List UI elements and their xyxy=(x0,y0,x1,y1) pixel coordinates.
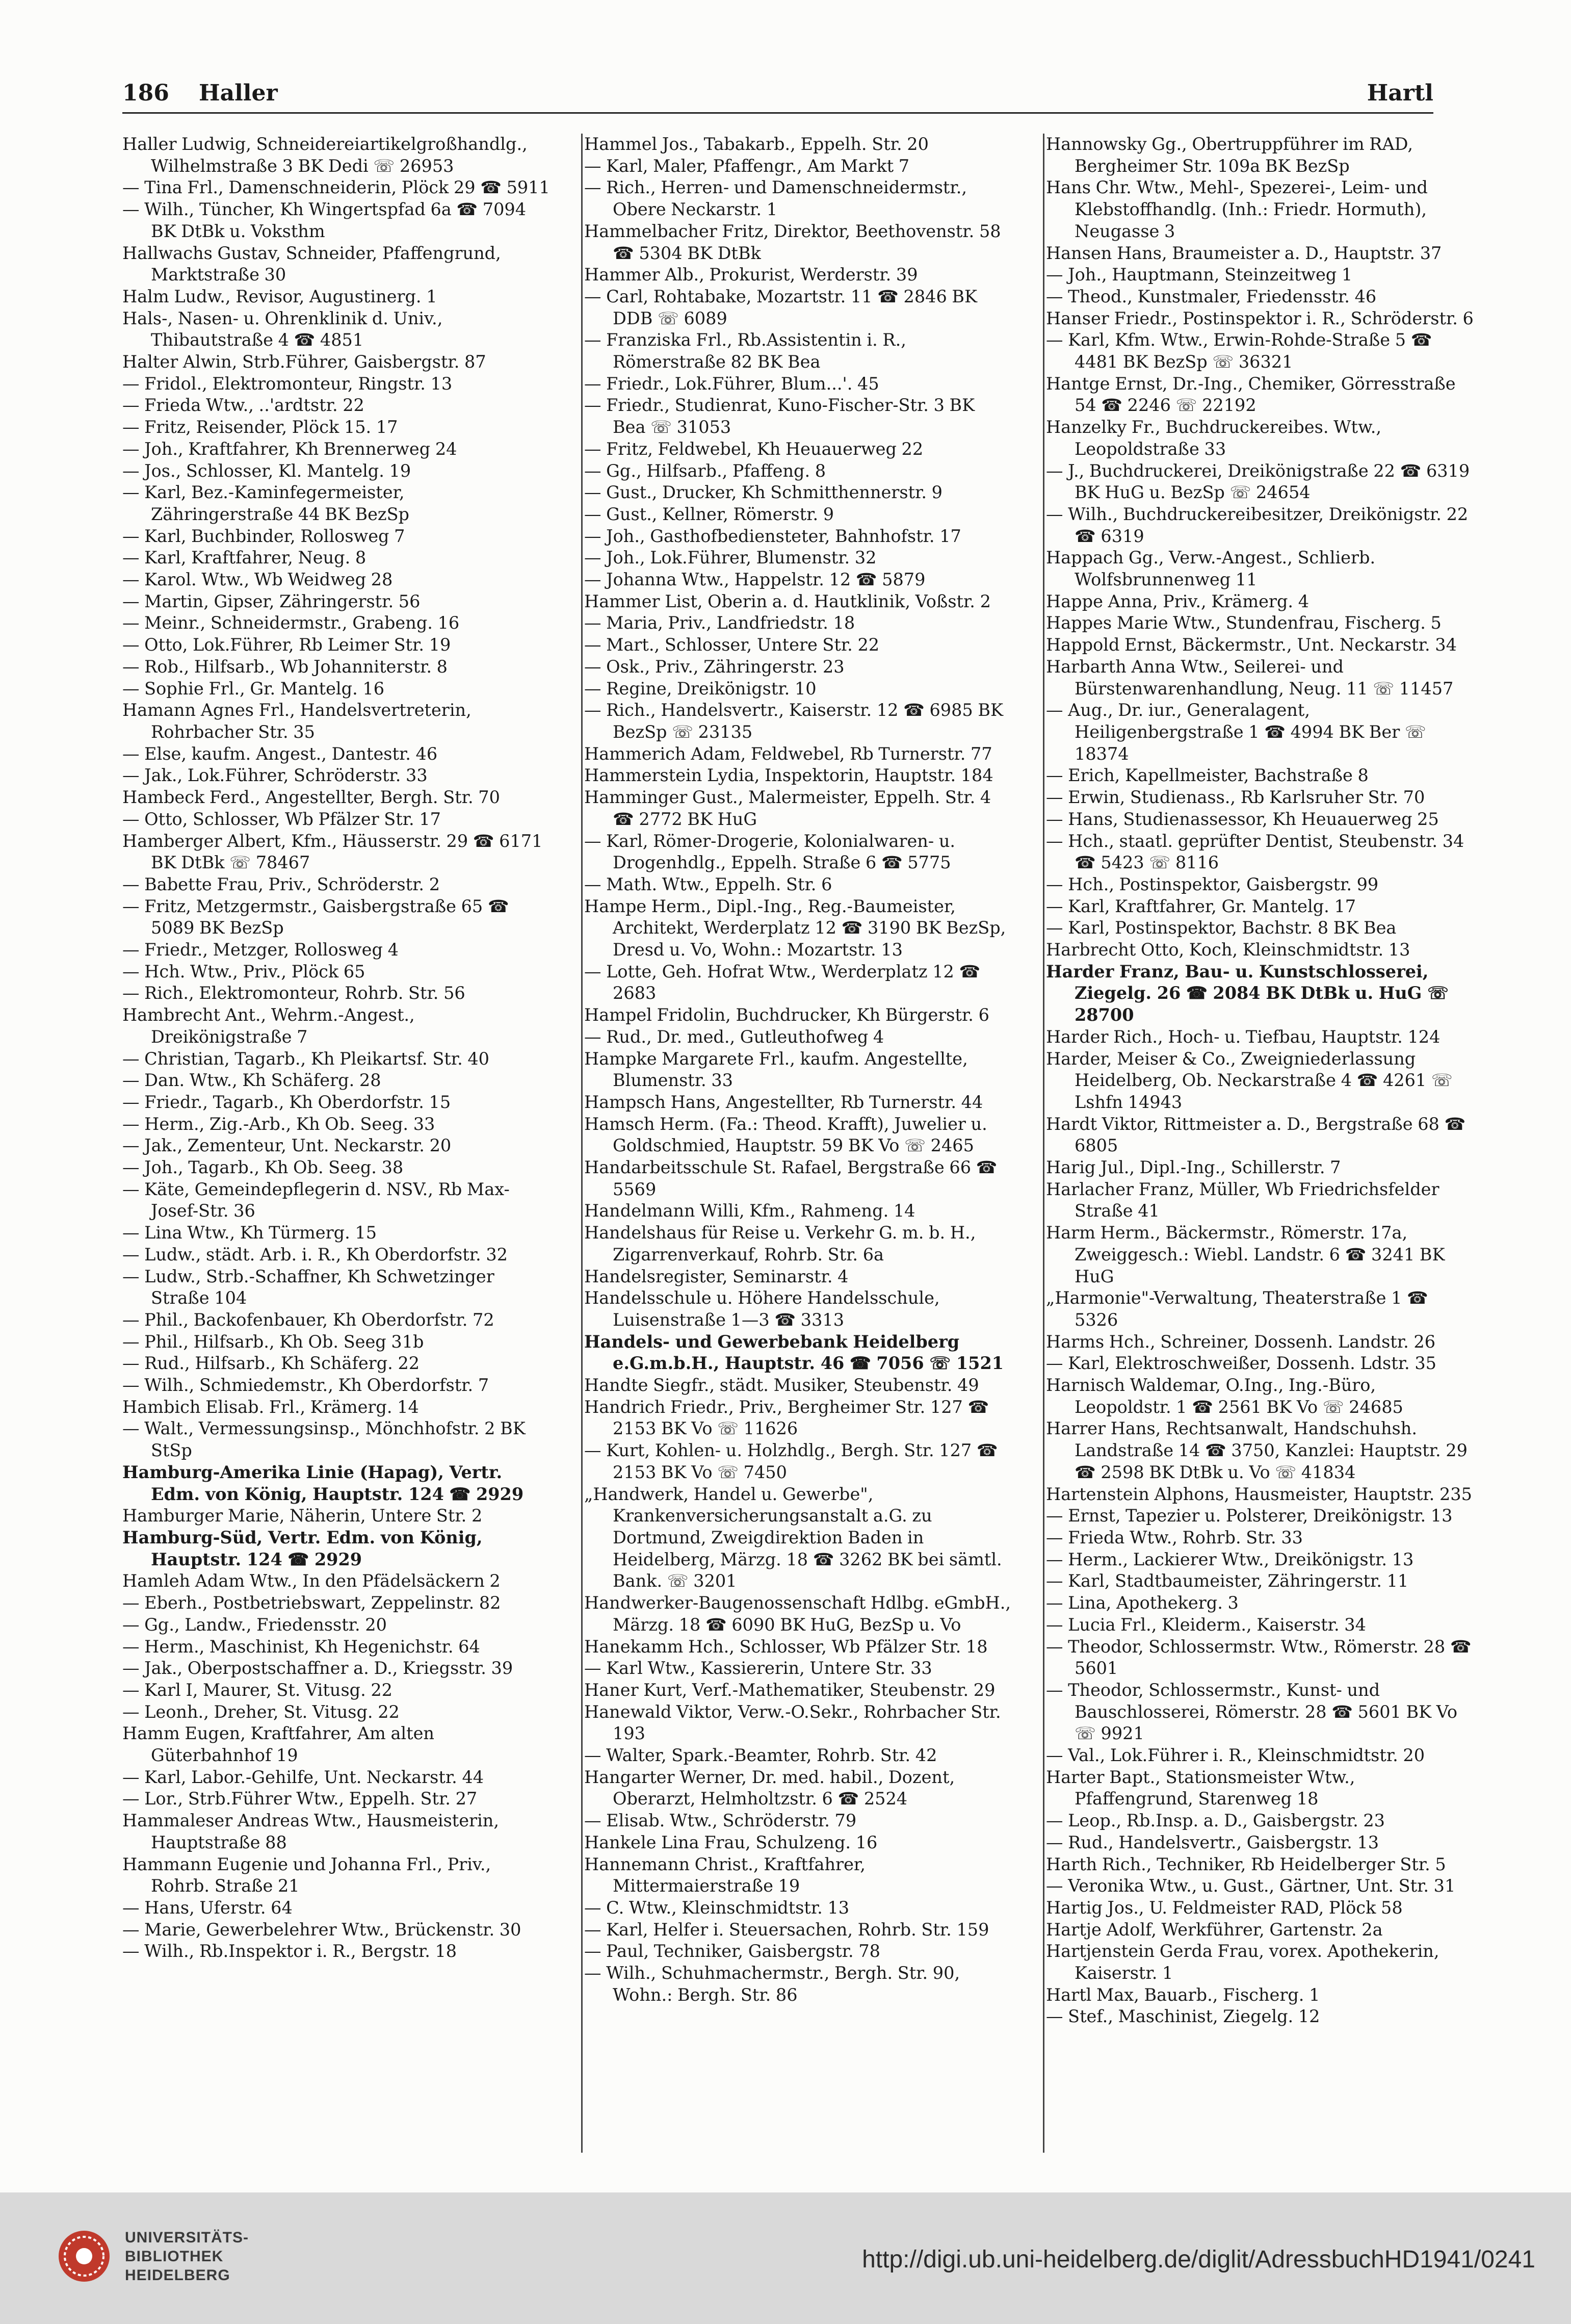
directory-entry: Hamberger Albert, Kfm., Häusserstr. 29 ☎ 6171 BK DtBk ☏ 78467 xyxy=(122,831,543,873)
directory-entry: Hanekamm Hch., Schlosser, Wb Pfälzer Str. 18 xyxy=(584,1636,988,1657)
directory-entry: — Karl, Bez.-Kaminfegermeister, Zähringerstraße 44 BK BezSp xyxy=(122,482,409,524)
directory-entry: Harms Hch., Schreiner, Dossenh. Landstr. 26 xyxy=(1046,1331,1436,1352)
directory-entry: — Rud., Hilfsarb., Kh Schäferg. 22 xyxy=(122,1353,420,1374)
directory-entry: Happes Marie Wtw., Stundenfrau, Fischerg. 5 xyxy=(1046,613,1442,633)
directory-entry: Harbarth Anna Wtw., Seilerei- und Bürstenwarenhandlung, Neug. 11 ☏ 11457 xyxy=(1046,656,1454,699)
directory-entry: — Walter, Spark.-Beamter, Rohrb. Str. 42 xyxy=(584,1745,937,1766)
directory-entry: Handarbeitsschule St. Rafael, Bergstraße 66 ☎ 5569 xyxy=(584,1157,998,1199)
directory-entry: — Gust., Drucker, Kh Schmitthennerstr. 9 xyxy=(584,482,942,503)
directory-entry: — Johanna Wtw., Happelstr. 12 ☎ 5879 xyxy=(584,570,926,590)
directory-entry: „Handwerk, Handel u. Gewerbe", Krankenversicherungsanstalt a.G. zu Dortmund, Zweigdirektion Baden in Heidelberg, Märzg. 18 ☎ 3262 BK bei sämtl. Bank. ☏ 3201 xyxy=(584,1484,1002,1591)
directory-entry: — Joh., Kraftfahrer, Kh Brennerweg 24 xyxy=(122,438,457,459)
directory-entry: Hartig Jos., U. Feldmeister RAD, Plöck 58 xyxy=(1046,1897,1403,1918)
directory-entry: — Herm., Maschinist, Kh Hegenichstr. 64 xyxy=(122,1636,480,1657)
directory-entry: Hampke Margarete Frl., kaufm. Angestellte, Blumenstr. 33 xyxy=(584,1048,968,1091)
directory-entry: — Herm., Zig.-Arb., Kh Ob. Seeg. 33 xyxy=(122,1114,435,1134)
directory-entry: Handte Siegfr., städt. Musiker, Steubenstr. 49 xyxy=(584,1375,979,1396)
directory-entry: — Franziska Frl., Rb.Assistentin i. R., Römerstraße 82 BK Bea xyxy=(584,330,906,372)
directory-entry: — Else, kaufm. Angest., Dantestr. 46 xyxy=(122,743,438,764)
directory-entry: Hartje Adolf, Werkführer, Gartenstr. 2a xyxy=(1046,1919,1383,1940)
directory-entry: Hammerich Adam, Feldwebel, Rb Turnerstr. 77 xyxy=(584,743,992,764)
directory-entry: — Osk., Priv., Zähringerstr. 23 xyxy=(584,656,845,677)
directory-entry: Hammel Jos., Tabakarb., Eppelh. Str. 20 xyxy=(584,134,929,154)
directory-entry: Hartjenstein Gerda Frau, vorex. Apothekerin, Kaiserstr. 1 xyxy=(1046,1941,1439,1983)
directory-entry: Harlacher Franz, Müller, Wb Friedrichsfelder Straße 41 xyxy=(1046,1179,1439,1221)
directory-entry: Hanser Friedr., Postinspektor i. R., Schröderstr. 6 xyxy=(1046,308,1474,328)
directory-entry: — Karl, Helfer i. Steuersachen, Rohrb. Str. 159 xyxy=(584,1919,989,1940)
directory-entry: Hantge Ernst, Dr.-Ing., Chemiker, Görresstraße 54 ☎ 2246 ☏ 22192 xyxy=(1046,373,1456,416)
directory-entry: — Joh., Lok.Führer, Blumenstr. 32 xyxy=(584,548,877,568)
directory-entry: Handels- und Gewerbebank Heidelberg e.G.m.b.H., Hauptstr. 46 ☎ 7056 ☏ 1521 xyxy=(584,1331,1004,1374)
directory-entry: Hamleh Adam Wtw., In den Pfädelsäckern 2 xyxy=(122,1571,501,1591)
directory-entry: — Wilh., Tüncher, Kh Wingertspfad 6a ☎ 7094 BK DtBk u. Voksthm xyxy=(122,199,527,241)
directory-entry: Harder, Meiser & Co., Zweigniederlassung Heidelberg, Ob. Neckarstraße 4 ☎ 4261 ☏ Lshfn 14943 xyxy=(1046,1048,1453,1112)
directory-entry: — Karl, Elektroschweißer, Dossenh. Ldstr. 35 xyxy=(1046,1353,1436,1374)
directory-entry: Hamm Eugen, Kraftfahrer, Am alten Güterbahnhof 19 xyxy=(122,1723,434,1766)
directory-entry: Halter Alwin, Strb.Führer, Gaisbergstr. 87 xyxy=(122,352,486,372)
directory-entry: — Dan. Wtw., Kh Schäferg. 28 xyxy=(122,1070,381,1091)
running-head-right: Hartl xyxy=(1367,80,1433,106)
directory-entry: — Jak., Zementeur, Unt. Neckarstr. 20 xyxy=(122,1135,452,1156)
directory-entry: Hambrecht Ant., Wehrm.-Angest., Dreikönigstraße 7 xyxy=(122,1005,415,1047)
directory-entry: — Fritz, Reisender, Plöck 15. 17 xyxy=(122,417,398,437)
directory-entry: — Jak., Lok.Führer, Schröderstr. 33 xyxy=(122,765,428,786)
directory-entry: — Rud., Handelsvertr., Gaisbergstr. 13 xyxy=(1046,1832,1379,1852)
column-2 xyxy=(584,134,1012,2153)
directory-entry: Hampel Fridolin, Buchdrucker, Kh Bürgerstr. 6 xyxy=(584,1005,989,1025)
directory-entry: — Joh., Gasthofbediensteter, Bahnhofstr. 17 xyxy=(584,526,961,546)
institution-line: BIBLIOTHEK xyxy=(125,2248,224,2265)
directory-entry: — Hch., Postinspektor, Gaisbergstr. 99 xyxy=(1046,874,1379,894)
directory-entry: — Meinr., Schneidermstr., Grabeng. 16 xyxy=(122,613,460,633)
directory-entry: — Joh., Hauptmann, Steinzeitweg 1 xyxy=(1046,265,1353,285)
directory-entry: Hanzelky Fr., Buchdruckereibes. Wtw., Leopoldstraße 33 xyxy=(1046,417,1382,459)
viewer-footer xyxy=(0,2192,1571,2324)
directory-entry: — Karol. Wtw., Wb Weidweg 28 xyxy=(122,570,393,590)
directory-entry: — Herm., Lackierer Wtw., Dreikönigstr. 13 xyxy=(1046,1549,1414,1569)
directory-entry: — Carl, Rohtabake, Mozartstr. 11 ☎ 2846 BK DDB ☏ 6089 xyxy=(584,286,978,328)
directory-entry: Happold Ernst, Bäckermstr., Unt. Neckarstr. 34 xyxy=(1046,635,1457,655)
directory-entry: — Friedr., Lok.Führer, Blum...'. 45 xyxy=(584,373,879,394)
column-3 xyxy=(1046,134,1474,2153)
directory-entry: — Rud., Dr. med., Gutleuthofweg 4 xyxy=(584,1026,884,1047)
directory-entry: Haner Kurt, Verf.-Mathematiker, Steubenstr. 29 xyxy=(584,1680,996,1700)
directory-entry: — Marie, Gewerbelehrer Wtw., Brückenstr. 30 xyxy=(122,1919,521,1940)
directory-entry: — C. Wtw., Kleinschmidtstr. 13 xyxy=(584,1897,850,1918)
directory-entry: — Erwin, Studienass., Rb Karlsruher Str. 70 xyxy=(1046,787,1425,808)
institution-line: UNIVERSITÄTS- xyxy=(125,2229,249,2246)
directory-entry: Hammann Eugenie und Johanna Frl., Priv., Rohrb. Straße 21 xyxy=(122,1854,491,1896)
directory-entry: — Frieda Wtw., ..'ardtstr. 22 xyxy=(122,395,364,416)
directory-entry: — Leop., Rb.Insp. a. D., Gaisbergstr. 23 xyxy=(1046,1811,1385,1831)
directory-entry: — Aug., Dr. iur., Generalagent, Heiligenbergstraße 1 ☎ 4994 BK Ber ☏ 18374 xyxy=(1046,700,1426,764)
directory-entry: — Wilh., Buchdruckereibesitzer, Dreikönigstr. 22 ☎ 6319 xyxy=(1046,504,1469,546)
directory-entry: Hannemann Christ., Kraftfahrer, Mittermaierstraße 19 xyxy=(584,1854,866,1896)
directory-entry: Harbrecht Otto, Koch, Kleinschmidtstr. 13 xyxy=(1046,940,1410,960)
directory-entry: — Ludw., Strb.-Schaffner, Kh Schwetzinger Straße 104 xyxy=(122,1266,494,1308)
directory-entry: Hardt Viktor, Rittmeister a. D., Bergstraße 68 ☎ 6805 xyxy=(1046,1114,1466,1156)
directory-entry: Hampsch Hans, Angestellter, Rb Turnerstr. 44 xyxy=(584,1092,983,1112)
directory-entry: — Hans, Studienassessor, Kh Heuauerweg 25 xyxy=(1046,809,1439,829)
directory-entry: Harter Bapt., Stationsmeister Wtw., Pfaffengrund, Starenweg 18 xyxy=(1046,1767,1355,1809)
directory-entry: — Eberh., Postbetriebswart, Zeppelinstr. 82 xyxy=(122,1593,501,1613)
permalink-url[interactable]: http://digi.ub.uni-heidelberg.de/diglit/AdressbuchHD1941/0241 xyxy=(862,2246,1535,2273)
directory-entry: Harth Rich., Techniker, Rb Heidelberger Str. 5 xyxy=(1046,1854,1446,1874)
directory-entry: — Regine, Dreikönigstr. 10 xyxy=(584,678,817,699)
directory-entry: — Karl, Kfm. Wtw., Erwin-Rohde-Straße 5 ☎ 4481 BK BezSp ☏ 36321 xyxy=(1046,330,1432,372)
directory-entry: — Karl I, Maurer, St. Vitusg. 22 xyxy=(122,1680,392,1700)
directory-entry: Happe Anna, Priv., Krämerg. 4 xyxy=(1046,591,1310,611)
directory-entry: — Lucia Frl., Kleiderm., Kaiserstr. 34 xyxy=(1046,1614,1366,1635)
directory-entry: Hartl Max, Bauarb., Fischerg. 1 xyxy=(1046,1984,1320,2005)
directory-entry: — Babette Frau, Priv., Schröderstr. 2 xyxy=(122,874,440,894)
directory-entry: — Jos., Schlosser, Kl. Mantelg. 19 xyxy=(122,460,411,481)
directory-entry: Hamminger Gust., Malermeister, Eppelh. Str. 4 ☎ 2772 BK HuG xyxy=(584,787,991,829)
directory-entry: Hammelbacher Fritz, Direktor, Beethovenstr. 58 ☎ 5304 BK DtBk xyxy=(584,221,1001,263)
directory-entry: — Elisab. Wtw., Schröderstr. 79 xyxy=(584,1811,857,1831)
directory-entry: Haller Ludwig, Schneidereiartikelgroßhandlg., Wilhelmstraße 3 BK Dedi ☏ 26953 xyxy=(122,134,528,176)
directory-entry: Hammaleser Andreas Wtw., Hausmeisterin, Hauptstraße 88 xyxy=(122,1811,500,1852)
directory-entry: Hammer List, Oberin a. d. Hautklinik, Voßstr. 2 xyxy=(584,591,991,611)
directory-entry: — Karl, Buchbinder, Rollosweg 7 xyxy=(122,526,405,546)
directory-entry: — Gg., Landw., Friedensstr. 20 xyxy=(122,1614,387,1635)
directory-entry: — Rich., Handelsvertr., Kaiserstr. 12 ☎ 6985 BK BezSp ☏ 23135 xyxy=(584,700,1004,742)
directory-entry: — Theodor, Schlossermstr., Kunst- und Bauschlosserei, Römerstr. 28 ☎ 5601 BK Vo ☏ 9921 xyxy=(1046,1680,1458,1744)
directory-entry: Halm Ludw., Revisor, Augustinerg. 1 xyxy=(122,286,437,306)
directory-entry: — Mart., Schlosser, Untere Str. 22 xyxy=(584,635,880,655)
institution-line: HEIDELBERG xyxy=(125,2267,230,2284)
directory-entry: — Rich., Elektromonteur, Rohrb. Str. 56 xyxy=(122,983,465,1003)
directory-entry: — J., Buchdruckerei, Dreikönigstraße 22 ☎ 6319 BK HuG u. BezSp ☏ 24654 xyxy=(1046,460,1470,503)
directory-entry: — Gg., Hilfsarb., Pfaffeng. 8 xyxy=(584,460,826,481)
directory-entry: Handrich Friedr., Priv., Bergheimer Str. 127 ☎ 2153 BK Vo ☏ 11626 xyxy=(584,1397,989,1439)
directory-entry: Harnisch Waldemar, O.Ing., Ing.-Büro, Leopoldstr. 1 ☎ 2561 BK Vo ☏ 24685 xyxy=(1046,1375,1403,1417)
directory-entry: — Lina, Apothekerg. 3 xyxy=(1046,1593,1239,1613)
directory-entry: Harig Jul., Dipl.-Ing., Schillerstr. 7 xyxy=(1046,1157,1341,1178)
directory-entry: — Otto, Schlosser, Wb Pfälzer Str. 17 xyxy=(122,809,441,829)
directory-entry: Hamburg-Süd, Vertr. Edm. von König, Hauptstr. 124 ☎ 2929 xyxy=(122,1528,483,1569)
institution-name xyxy=(125,2228,249,2285)
directory-entry: — Fritz, Metzgermstr., Gaisbergstraße 65 ☎ 5089 BK BezSp xyxy=(122,896,509,938)
directory-entry: Handelsschule u. Höhere Handelsschule, Luisenstraße 1—3 ☎ 3313 xyxy=(584,1288,940,1330)
directory-entry: — Karl, Postinspektor, Bachstr. 8 BK Bea xyxy=(1046,918,1397,938)
directory-entry: — Karl Wtw., Kassiererin, Untere Str. 33 xyxy=(584,1658,932,1679)
university-library-seal-icon xyxy=(56,2228,112,2284)
directory-entry: Hannowsky Gg., Obertruppführer im RAD, Bergheimer Str. 109a BK BezSp xyxy=(1046,134,1413,176)
running-head-left: Haller xyxy=(199,80,278,106)
page-number: 186 xyxy=(122,80,169,106)
directory-entry: — Karl, Kraftfahrer, Gr. Mantelg. 17 xyxy=(1046,896,1356,916)
directory-entry: — Theodor, Schlossermstr. Wtw., Römerstr. 28 ☎ 5601 xyxy=(1046,1636,1472,1679)
directory-entry: Hammerstein Lydia, Inspektorin, Hauptstr. 184 xyxy=(584,765,993,786)
directory-entry: Hans Chr. Wtw., Mehl-, Spezerei-, Leim- und Klebstoffhandlg. (Inh.: Friedr. Hormuth), Neugasse 3 xyxy=(1046,177,1428,241)
directory-entry: — Phil., Backofenbauer, Kh Oberdorfstr. 72 xyxy=(122,1309,494,1330)
directory-entry: — Veronika Wtw., u. Gust., Gärtner, Unt. Str. 31 xyxy=(1046,1876,1456,1896)
directory-entry: Harm Herm., Bäckermstr., Römerstr. 17a, Zweiggesch.: Wiebl. Landstr. 6 ☎ 3241 BK HuG xyxy=(1046,1223,1445,1286)
directory-entry: — Stef., Maschinist, Ziegelg. 12 xyxy=(1046,2006,1320,2027)
directory-entry: — Ernst, Tapezier u. Polsterer, Dreikönigstr. 13 xyxy=(1046,1506,1453,1526)
directory-entry: — Christian, Tagarb., Kh Pleikartsf. Str. 40 xyxy=(122,1048,489,1069)
directory-entry: Handelshaus für Reise u. Verkehr G. m. b. H., Zigarrenverkauf, Rohrb. Str. 6a xyxy=(584,1223,976,1264)
directory-entry: Hallwachs Gustav, Schneider, Pfaffengrund, Marktstraße 30 xyxy=(122,243,501,285)
directory-entry: — Friedr., Tagarb., Kh Oberdorfstr. 15 xyxy=(122,1092,451,1112)
directory-columns xyxy=(122,134,1474,2153)
directory-entry: — Lina Wtw., Kh Türmerg. 15 xyxy=(122,1223,377,1243)
directory-entry: — Phil., Hilfsarb., Kh Ob. Seeg 31b xyxy=(122,1331,424,1352)
directory-entry: — Wilh., Schmiedemstr., Kh Oberdorfstr. 7 xyxy=(122,1375,489,1396)
directory-entry: — Rich., Herren- und Damenschneidermstr., Obere Neckarstr. 1 xyxy=(584,177,967,220)
directory-entry: Harrer Hans, Rechtsanwalt, Handschuhsh. Landstraße 14 ☎ 3750, Kanzlei: Hauptstr. 29 ☎ 2598 BK DtBk u. Vo ☏ 41834 xyxy=(1046,1418,1468,1482)
directory-entry: Hanewald Viktor, Verw.-O.Sekr., Rohrbacher Str. 193 xyxy=(584,1701,1001,1744)
directory-entry: Harder Rich., Hoch- u. Tiefbau, Hauptstr. 124 xyxy=(1046,1026,1441,1047)
directory-entry: Harder Franz, Bau- u. Kunstschlosserei, Ziegelg. 26 ☎ 2084 BK DtBk u. HuG ☏ 28700 xyxy=(1046,961,1449,1025)
directory-entry: Handelmann Willi, Kfm., Rahmeng. 14 xyxy=(584,1201,915,1221)
directory-entry: — Lotte, Geh. Hofrat Wtw., Werderplatz 12 ☎ 2683 xyxy=(584,961,981,1003)
directory-entry: Handelsregister, Seminarstr. 4 xyxy=(584,1266,849,1286)
directory-entry: — Paul, Techniker, Gaisbergstr. 78 xyxy=(584,1941,880,1961)
directory-entry: — Käte, Gemeindepflegerin d. NSV., Rb Max-Josef-Str. 36 xyxy=(122,1179,510,1221)
directory-entry: — Friedr., Studienrat, Kuno-Fischer-Str. 3 BK Bea ☏ 31053 xyxy=(584,395,975,437)
directory-entry: — Theod., Kunstmaler, Friedensstr. 46 xyxy=(1046,286,1377,306)
directory-entry: — Hch. Wtw., Priv., Plöck 65 xyxy=(122,961,365,982)
directory-entry: Hankele Lina Frau, Schulzeng. 16 xyxy=(584,1832,878,1852)
directory-entry: — Frieda Wtw., Rohrb. Str. 33 xyxy=(1046,1528,1303,1547)
directory-entry: — Fridol., Elektromonteur, Ringstr. 13 xyxy=(122,373,453,394)
directory-entry: — Math. Wtw., Eppelh. Str. 6 xyxy=(584,874,832,894)
directory-entry: Handwerker-Baugenossenschaft Hdlbg. eGmbH., Märzg. 18 ☎ 6090 BK HuG, BezSp u. Vo xyxy=(584,1593,1011,1635)
directory-entry: Hansen Hans, Braumeister a. D., Hauptstr. 37 xyxy=(1046,243,1442,263)
directory-entry: — Friedr., Metzger, Rollosweg 4 xyxy=(122,940,399,960)
directory-entry: — Jak., Oberpostschaffner a. D., Kriegsstr. 39 xyxy=(122,1658,513,1679)
directory-entry: Hangarter Werner, Dr. med. habil., Dozent, Oberarzt, Helmholtzstr. 6 ☎ 2524 xyxy=(584,1767,955,1809)
directory-entry: Hamann Agnes Frl., Handelsvertreterin, Rohrbacher Str. 35 xyxy=(122,700,472,742)
directory-entry: — Karl, Stadtbaumeister, Zähringerstr. 11 xyxy=(1046,1571,1409,1591)
directory-entry: — Joh., Tagarb., Kh Ob. Seeg. 38 xyxy=(122,1157,404,1178)
directory-entry: — Maria, Priv., Landfriedstr. 18 xyxy=(584,613,855,633)
directory-entry: — Otto, Lok.Führer, Rb Leimer Str. 19 xyxy=(122,635,451,655)
directory-entry: Hammer Alb., Prokurist, Werderstr. 39 xyxy=(584,265,918,285)
directory-entry: — Lor., Strb.Führer Wtw., Eppelh. Str. 27 xyxy=(122,1789,478,1809)
directory-entry: — Karl, Römer-Drogerie, Kolonialwaren- u. Drogenhdlg., Eppelh. Straße 6 ☎ 5775 xyxy=(584,831,956,873)
directory-entry: Hals-, Nasen- u. Ohrenklinik d. Univ., Thibautstraße 4 ☎ 4851 xyxy=(122,308,443,350)
directory-entry: Hamburger Marie, Näherin, Untere Str. 2 xyxy=(122,1506,483,1526)
directory-entry: — Fritz, Feldwebel, Kh Heuauerweg 22 xyxy=(584,438,924,459)
directory-entry: — Karl, Labor.-Gehilfe, Unt. Neckarstr. 44 xyxy=(122,1767,484,1787)
directory-entry: — Sophie Frl., Gr. Mantelg. 16 xyxy=(122,678,385,699)
directory-entry: Hambich Elisab. Frl., Krämerg. 14 xyxy=(122,1397,419,1417)
directory-entry: — Hans, Uferstr. 64 xyxy=(122,1897,293,1918)
directory-entry: Hamsch Herm. (Fa.: Theod. Krafft), Juwelier u. Goldschmied, Hauptstr. 59 BK Vo ☏ 2465 xyxy=(584,1114,987,1156)
directory-entry: — Gust., Kellner, Römerstr. 9 xyxy=(584,504,834,524)
directory-entry: Hambeck Ferd., Angestellter, Bergh. Str. 70 xyxy=(122,787,500,808)
directory-entry: — Erich, Kapellmeister, Bachstraße 8 xyxy=(1046,765,1369,786)
directory-entry: Hampe Herm., Dipl.-Ing., Reg.-Baumeister, Architekt, Werderplatz 12 ☎ 3190 BK BezSp, Dresd u. Vo, Wohn.: Mozartstr. 13 xyxy=(584,896,1006,960)
directory-entry: — Karl, Kraftfahrer, Neug. 8 xyxy=(122,548,366,568)
directory-entry: — Val., Lok.Führer i. R., Kleinschmidtstr. 20 xyxy=(1046,1745,1425,1766)
directory-entry: — Hch., staatl. geprüfter Dentist, Steubenstr. 34 ☎ 5423 ☏ 8116 xyxy=(1046,831,1464,873)
directory-entry: — Wilh., Rb.Inspektor i. R., Bergstr. 18 xyxy=(122,1941,457,1961)
directory-entry: Happach Gg., Verw.-Angest., Schlierb. Wolfsbrunnenweg 11 xyxy=(1046,548,1376,590)
directory-entry: — Wilh., Schuhmachermstr., Bergh. Str. 90, Wohn.: Bergh. Str. 86 xyxy=(584,1963,960,2005)
directory-entry: Hamburg-Amerika Linie (Hapag), Vertr. Edm. von König, Hauptstr. 124 ☎ 2929 xyxy=(122,1462,524,1504)
directory-entry: — Walt., Vermessungsinsp., Mönchhofstr. 2 BK StSp xyxy=(122,1418,526,1461)
directory-entry: — Tina Frl., Damenschneiderin, Plöck 29 ☎ 5911 xyxy=(122,177,550,198)
column-1 xyxy=(122,134,551,2153)
directory-entry: — Kurt, Kohlen- u. Holzhdlg., Bergh. Str. 127 ☎ 2153 BK Vo ☏ 7450 xyxy=(584,1440,998,1482)
directory-entry: — Karl, Maler, Pfaffengr., Am Markt 7 xyxy=(584,156,910,176)
directory-entry: Hartenstein Alphons, Hausmeister, Hauptstr. 235 xyxy=(1046,1484,1472,1504)
directory-entry: „Harmonie"-Verwaltung, Theaterstraße 1 ☎ 5326 xyxy=(1046,1288,1428,1330)
page-header xyxy=(122,76,1433,114)
directory-entry: — Leonh., Dreher, St. Vitusg. 22 xyxy=(122,1701,400,1722)
directory-entry: — Rob., Hilfsarb., Wb Johanniterstr. 8 xyxy=(122,656,448,677)
directory-entry: — Ludw., städt. Arb. i. R., Kh Oberdorfstr. 32 xyxy=(122,1244,508,1264)
directory-entry: — Martin, Gipser, Zähringerstr. 56 xyxy=(122,591,421,611)
